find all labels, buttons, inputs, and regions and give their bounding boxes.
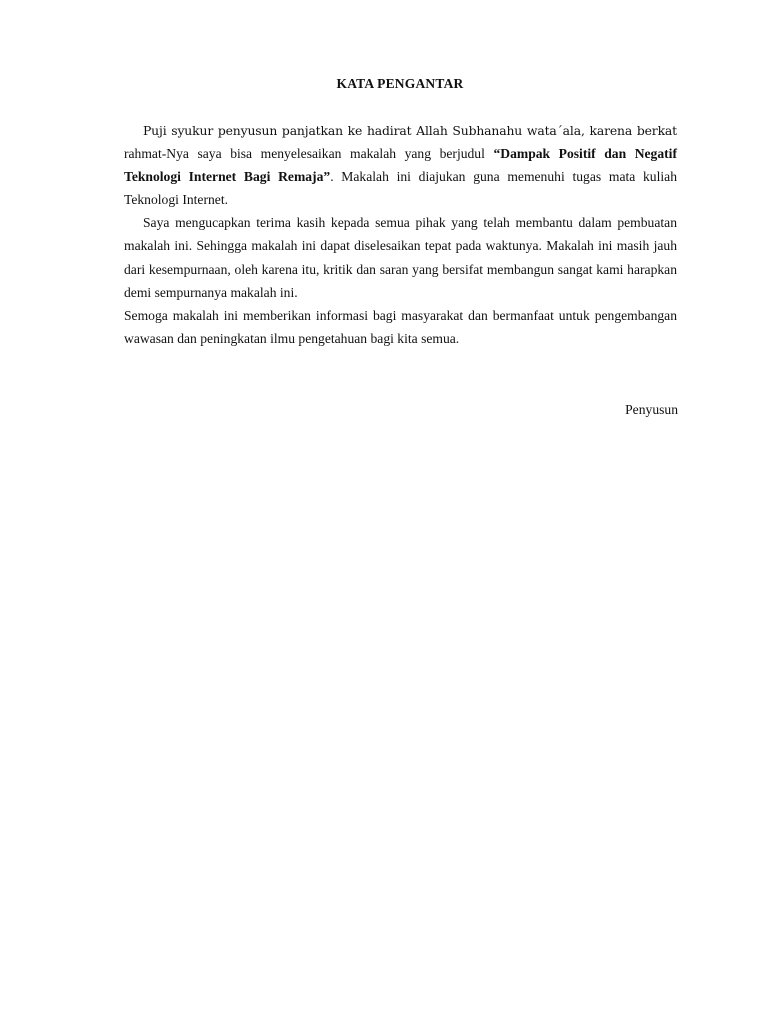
paragraph-1 — [124, 119, 677, 211]
paragraph-3: Semoga makalah ini memberikan informasi bagi masyarakat dan bermanfaat untuk pengembangan wawasan dan peningkatan ilmu pengetahuan bagi kita semua. — [124, 307, 677, 346]
paragraph-1-intro: Puji syukur penyusun panjatkan ke hadirat Allah Subhanahu wata´ala, karena berkat — [143, 123, 677, 138]
paragraph-2: Saya mengucapkan terima kasih kepada semua pihak yang telah membantu dalam pembuatan makalah ini. Sehingga makalah ini dapat diselesaikan tepat pada waktunya. Makalah ini masih jauh dari kesempurnaan, oleh karena itu, kritik dan saran yang bersifat membangun sangat kami harapkan demi sempurnanya makalah ini. — [124, 215, 677, 300]
signature: Penyusun — [625, 402, 678, 417]
page-title: KATA PENGANTAR — [336, 76, 464, 91]
paper-title-bold: “Dampak Positif dan Negatif Teknologi Internet Bagi Remaja” — [124, 146, 677, 185]
document-body — [124, 119, 677, 350]
paragraph-1-before-title: rahmat-Nya saya bisa menyelesaikan makalah yang berjudul — [124, 146, 494, 162]
paragraph-1-after-title: . Makalah ini diajukan guna memenuhi tugas mata kuliah Teknologi Internet. — [124, 169, 677, 208]
